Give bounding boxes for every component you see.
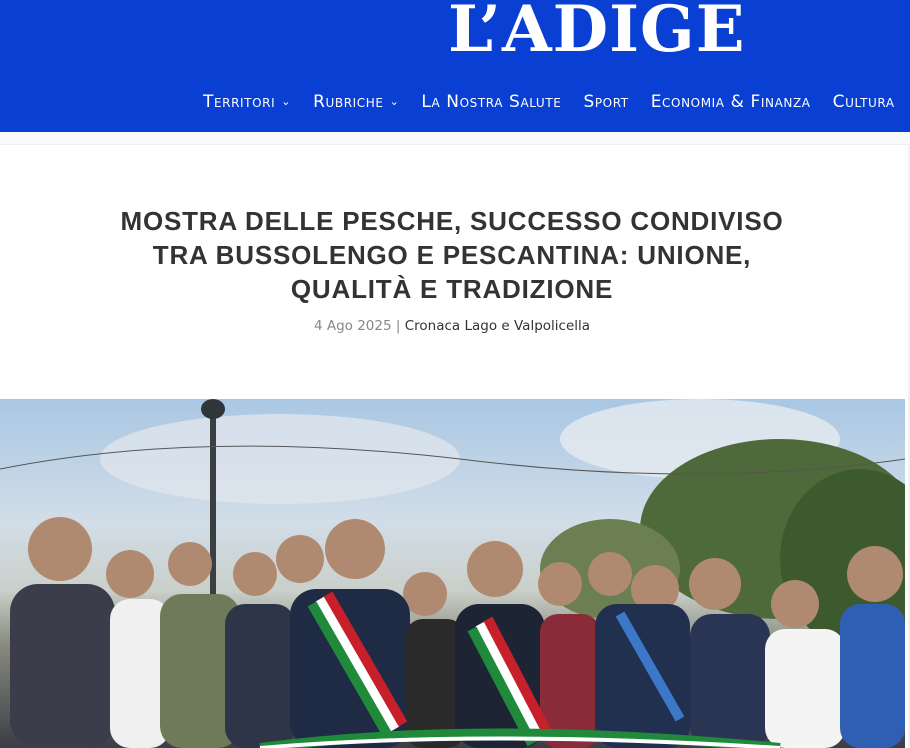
chevron-down-icon: ⌄	[389, 94, 400, 108]
article-title: MOSTRA DELLE PESCHE, SUCCESSO CONDIVISO TRA BUSSOLENGO E PESCANTINA: UNIONE, QUALITÀ E TRADIZIONE	[120, 206, 784, 304]
site-header	[0, 0, 910, 132]
header-divider	[0, 132, 910, 145]
nav-item-label: Rubriche	[313, 92, 384, 112]
nav-item-label: Territori	[203, 92, 276, 112]
nav-item-territori[interactable]	[203, 92, 291, 112]
crowd-photo-illustration	[0, 399, 905, 748]
nav-item-economia-finanza[interactable]	[651, 92, 811, 112]
nav-item-la-nostra-salute[interactable]	[421, 92, 561, 112]
nav-item-sport[interactable]	[583, 92, 628, 112]
nav-item-cultura[interactable]	[833, 92, 895, 112]
nav-item-label: Economia & Finanza	[650, 92, 811, 112]
article-date: 4 Ago 2025	[313, 318, 392, 334]
chevron-down-icon: ⌄	[281, 94, 292, 108]
article-featured-image	[0, 399, 905, 748]
meta-separator: |	[395, 318, 401, 334]
site-logo[interactable]: L’ADIGE	[448, 0, 746, 67]
article-meta	[0, 318, 904, 334]
article-category-link[interactable]: Cronaca Lago e Valpolicella	[404, 318, 591, 334]
main-nav	[203, 92, 910, 112]
nav-item-label: La Nostra Salute	[421, 92, 562, 112]
nav-item-rubriche[interactable]	[313, 92, 399, 112]
nav-item-label: Cultura	[832, 92, 895, 112]
nav-item-label: Sport	[583, 92, 629, 112]
